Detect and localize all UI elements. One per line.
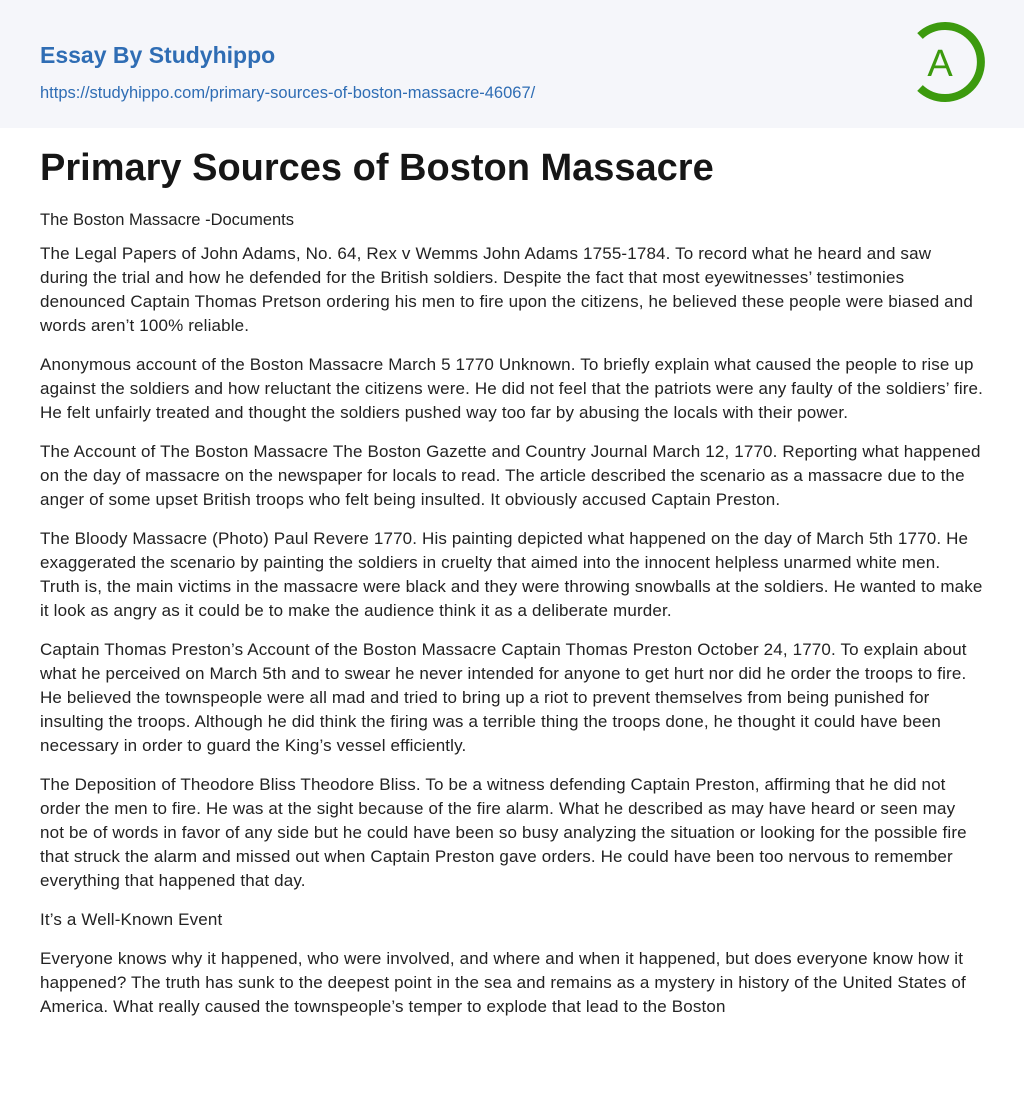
page-title: Primary Sources of Boston Massacre — [40, 147, 714, 189]
paragraph: Anonymous account of the Boston Massacre March 5 1770 Unknown. To briefly explain what caused the people to rise up against the soldiers and how reluctant the citizens were. He did not feel that the patriots were any faulty of the soldiers’ fire. He felt unfairly treated and thought the soldiers pushed way too far by abusing the locals with their power. — [40, 355, 984, 422]
essay-url-link[interactable]: https://studyhippo.com/primary-sources-of-boston-massacre-46067/ — [40, 84, 536, 102]
site-header — [0, 0, 1024, 128]
paragraph: The Legal Papers of John Adams, No. 64, Rex v Wemms John Adams 1755-1784. To record what he heard and saw during the trial and how he defended for the British soldiers. Despite the fact that most eyewitnesses’ testimonies denounced Captain Thomas Pretson ordering his men to fire upon the citizens, he believed these people were biased and words aren’t 100% reliable. — [40, 244, 973, 335]
brand-title: Essay By Studyhippo — [40, 42, 276, 68]
section-heading: It’s a Well-Known Event — [40, 910, 223, 929]
paragraph: The Account of The Boston Massacre The Boston Gazette and Country Journal March 12, 1770. Reporting what happened on the day of massacre on the newspaper for locals to read. The article described the scenario as a massacre due to the anger of some upset British troops who felt being insulted. It obviously accused Captain Preston. — [40, 442, 981, 509]
logo-letter: A — [927, 43, 953, 85]
paragraph: Everyone knows why it happened, who were involved, and where and when it happened, but does everyone know how it happened? The truth has sunk to the deepest point in the sea and remains as a mystery in history of the United States of America. What really caused the townspeople’s temper to explode that lead to the Boston — [40, 949, 966, 1016]
studyhippo-logo-icon[interactable] — [912, 20, 988, 104]
paragraph: The Deposition of Theodore Bliss Theodore Bliss. To be a witness defending Captain Preston, affirming that he did not order the men to fire. He was at the sight because of the fire alarm. What he described as may have heard or seen may not be of words in favor of any side but he could have been so busy analyzing the situation or looking for the possible fire that struck the alarm and missed out when Captain Preston gave orders. He could have been too nervous to remember everything that happened that day. — [40, 775, 967, 890]
paragraph: Captain Thomas Preston’s Account of the Boston Massacre Captain Thomas Preston October 24, 1770. To explain about what he perceived on March 5th and to swear he never intended for anyone to get hurt nor did he order the troops to fire. He believed the townspeople were all mad and tried to bring up a riot to prevent themselves from being punished for insulting the troops. Although he did think the firing was a terrible thing the troops done, he thought it could have been necessary in order to guard the King’s vessel efficiently. — [40, 640, 967, 755]
paragraph: The Bloody Massacre (Photo) Paul Revere 1770. His painting depicted what happened on the day of March 5th 1770. He exaggerated the scenario by painting the soldiers in cruelty that aimed into the innocent helpless unarmed white men. Truth is, the main victims in the massacre were black and they were throwing snowballs at the soldiers. He wanted to make it look as angry as it could be to make the audience think it as a deliberate murder. — [40, 529, 983, 620]
article-subtitle: The Boston Massacre -Documents — [40, 211, 295, 229]
